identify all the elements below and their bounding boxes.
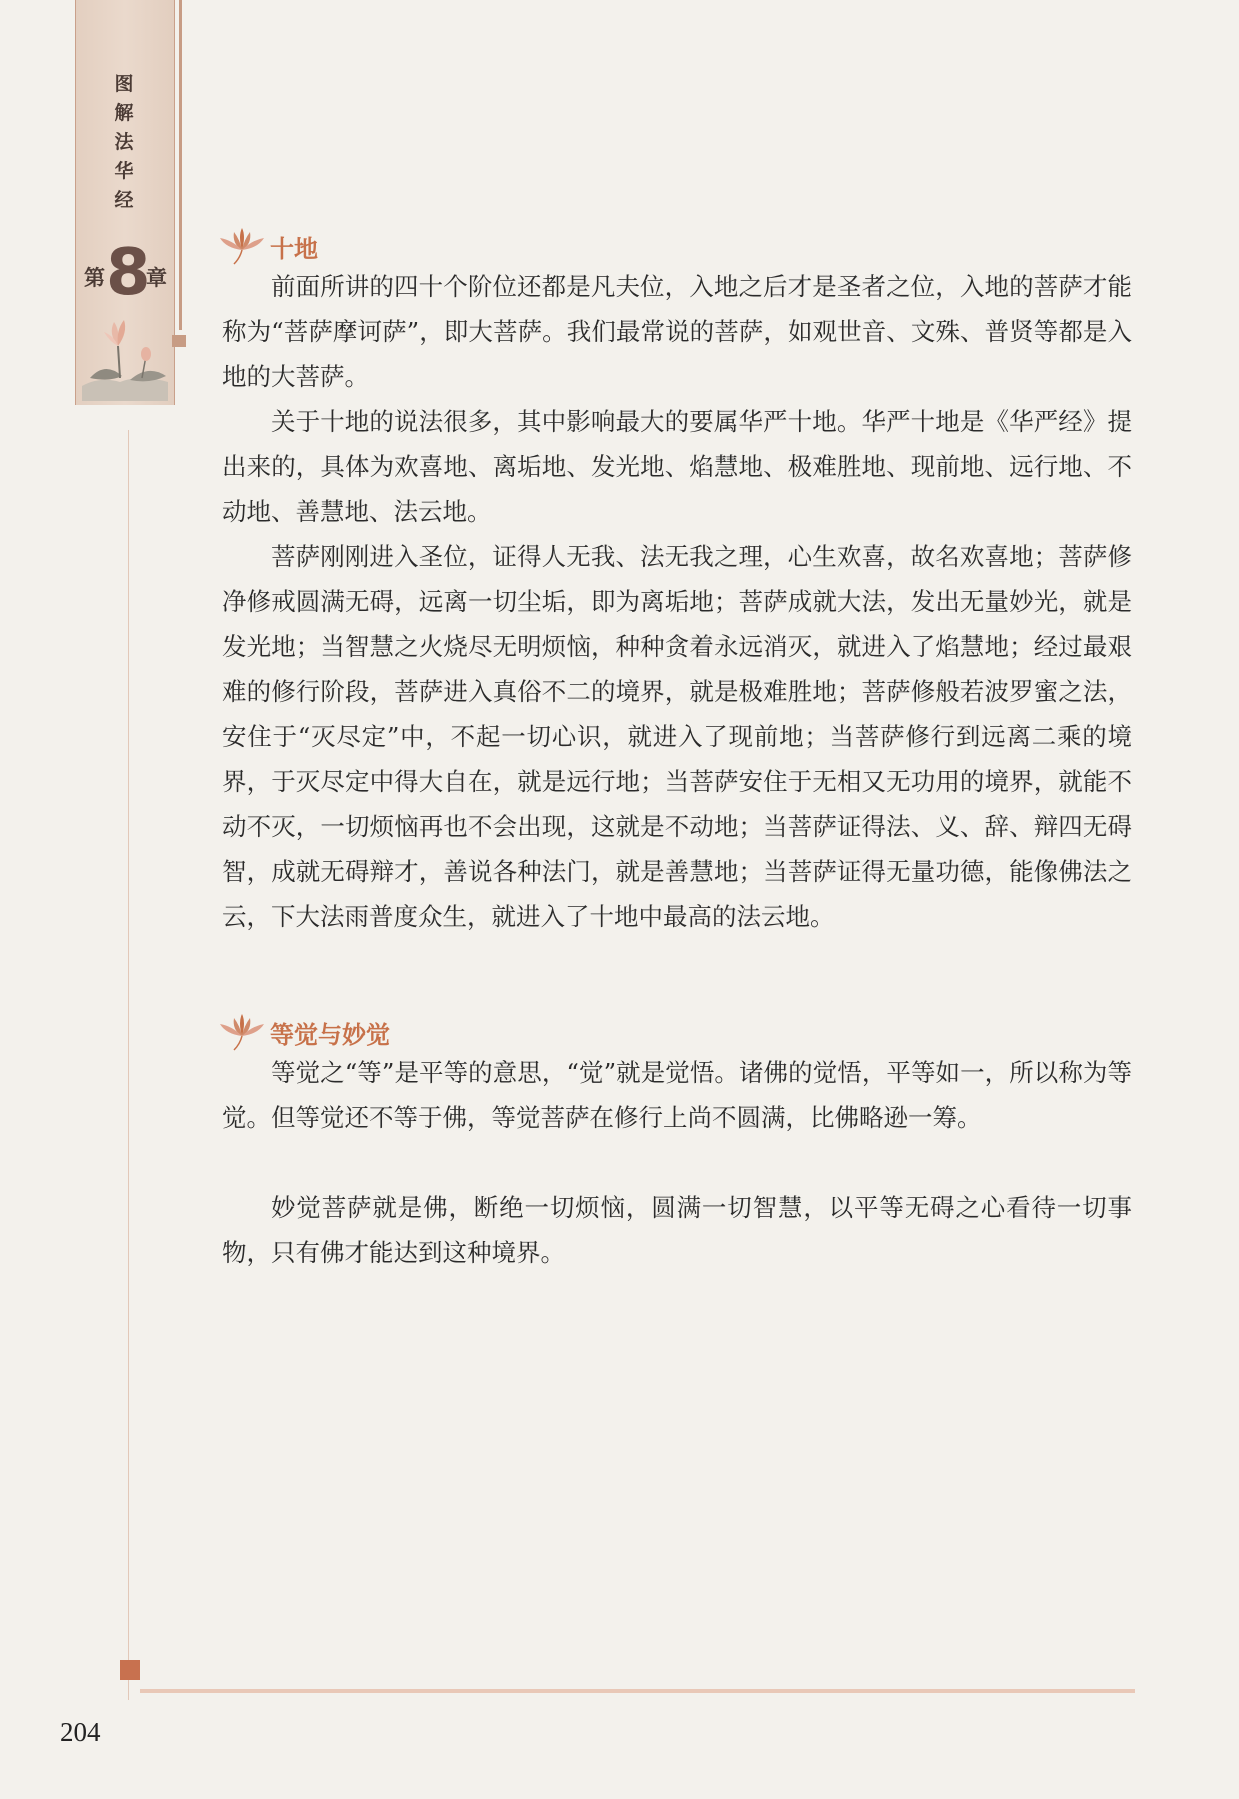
- chapter-prefix: 第: [84, 266, 105, 290]
- paragraph: 关于十地的说法很多，其中影响最大的要属华严十地。华严十地是《华严经》提出来的，具体为欢喜地、离垢地、发光地、焰慧地、极难胜地、现前地、远行地、不动地、善慧地、法云地。: [222, 407, 1132, 526]
- tab-bar-mark: [172, 335, 186, 347]
- section-title: 十地: [270, 234, 318, 263]
- chapter-side-tab: [75, 0, 175, 405]
- book-title-vertical: [102, 70, 146, 215]
- tab-divider-line: [179, 0, 182, 330]
- book-title-char: 法: [114, 131, 134, 153]
- lotus-icon: [218, 226, 266, 266]
- section-title: 等觉与妙觉: [270, 1020, 390, 1049]
- section-heading: [218, 1012, 390, 1052]
- book-title-char: 经: [114, 189, 134, 211]
- chapter-number: 8: [106, 236, 151, 310]
- chapter-marker: [82, 236, 172, 318]
- paragraph: 前面所讲的四十个阶位还都是凡夫位，入地之后才是圣者之位，入地的菩萨才能称为“菩萨摩诃萨”，即大菩萨。我们最常说的菩萨，如观世音、文殊、普贤等都是入地的大菩萨。: [222, 272, 1132, 391]
- book-title-char: 华: [114, 160, 134, 182]
- section-heading: [218, 226, 318, 266]
- page-number: 204: [60, 1717, 101, 1747]
- book-title-char: 图: [114, 73, 134, 95]
- paragraph: 妙觉菩萨就是佛，断绝一切烦恼，圆满一切智慧，以平等无碍之心看待一切事物，只有佛才能达到这种境界。: [222, 1193, 1132, 1267]
- paragraph: 菩萨刚刚进入圣位，证得人无我、法无我之理，心生欢喜，故名欢喜地；菩萨修净修戒圆满无碍，远离一切尘垢，即为离垢地；菩萨成就大法，发出无量妙光，就是发光地；当智慧之火烧尽无明烦恼，种种贪着永远消灭，就进入了焰慧地；经过最艰难的修行阶段，菩萨进入真俗不二的境界，就是极难胜地；菩萨修般若波罗蜜之法，安住于“灭尽定”中，不起一切心识，就进入了现前地；当菩萨修行到远离二乘的境界，于灭尽定中得大自在，就是远行地；当菩萨安住于无相又无功用的境界，就能不动不灭，一切烦恼再也不会出现，这就是不动地；当菩萨证得法、义、辞、辩四无碍智，成就无碍辩才，善说各种法门，就是善慧地；当菩萨证得无量功德，能像佛法之云，下大法雨普度众生，就进入了十地中最高的法云地。: [222, 542, 1132, 931]
- book-title-char: 解: [114, 102, 134, 124]
- lotus-icon: [218, 1012, 266, 1052]
- lotus-pond-illustration: [80, 316, 170, 401]
- footer-square-marker: [120, 1660, 140, 1680]
- chapter-suffix: 章: [146, 266, 167, 290]
- left-margin-rule: [128, 430, 129, 1700]
- paragraph: 等觉之“等”是平等的意思，“觉”就是觉悟。诸佛的觉悟，平等如一，所以称为等觉。但等觉还不等于佛，等觉菩萨在修行上尚不圆满，比佛略逊一筹。: [222, 1058, 1132, 1132]
- footer-rule: [140, 1689, 1135, 1693]
